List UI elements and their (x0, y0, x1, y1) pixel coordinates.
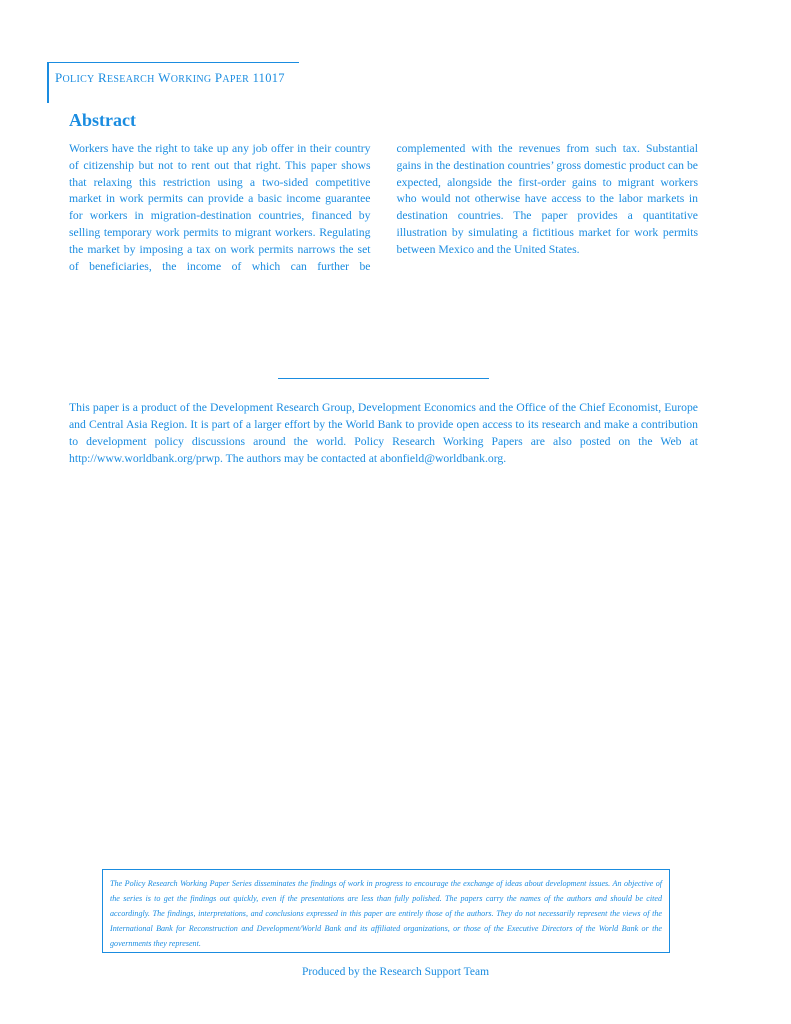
section-divider (278, 378, 489, 379)
product-note: This paper is a product of the Development Research Group, Development Economics and the Office of the Chief Economist, Europe and Central Asia Region. It is part of a larger effort by the World Bank to provide open access to its research and make a contribution to development policy discussions around the world. Policy Research Working Papers are also posted on the Web at http://www.worldbank.org/prwp. The authors may be contacted at abonfield@worldbank.org. (69, 401, 698, 465)
header-vertical-rule (47, 62, 49, 103)
series-label: POLICY RESEARCH WORKING PAPER 11017 (55, 70, 285, 85)
header-horizontal-rule (47, 62, 299, 63)
abstract-body (69, 141, 698, 281)
abstract-text: Workers have the right to take up any job offer in their country of citizenship but not to rent out that right. This paper shows that relaxing this restriction using a two-sided competitive market in work permits can provide a basic income guarantee for workers in migration-destination countries, financed by selling temporary work permits to migrant workers. Regulating the market by imposing a tax on work permits narrows the set of beneficiaries, the income of which can further be complemented with the revenues from such tax. Substantial gains in the destination countries’ gross domestic product can be expected, alongside the first-order gains to migrant workers who would not otherwise have access to the labor markets in destination countries. The paper provides a quantitative illustration by simulating a fictitious market for work permits between Mexico and the United States. (69, 142, 698, 273)
abstract-heading: Abstract (69, 110, 136, 130)
produced-by-line: Produced by the Research Support Team (301, 966, 490, 978)
disclaimer-box: The Policy Research Working Paper Series disseminates the findings of work in progress to encourage the exchange of ideas about development issues. An objective of the series is to get the findings out quickly, even if the presentations are less than fully polished. The papers carry the names of the authors and should be cited accordingly. The findings, interpretations, and conclusions expressed in this paper are entirely those of the authors. They do not necessarily represent the views of the International Bank for Reconstruction and Development/World Bank and its affiliated organizations, or those of the Executive Directors of the World Bank or the governments they represent. (102, 869, 670, 953)
